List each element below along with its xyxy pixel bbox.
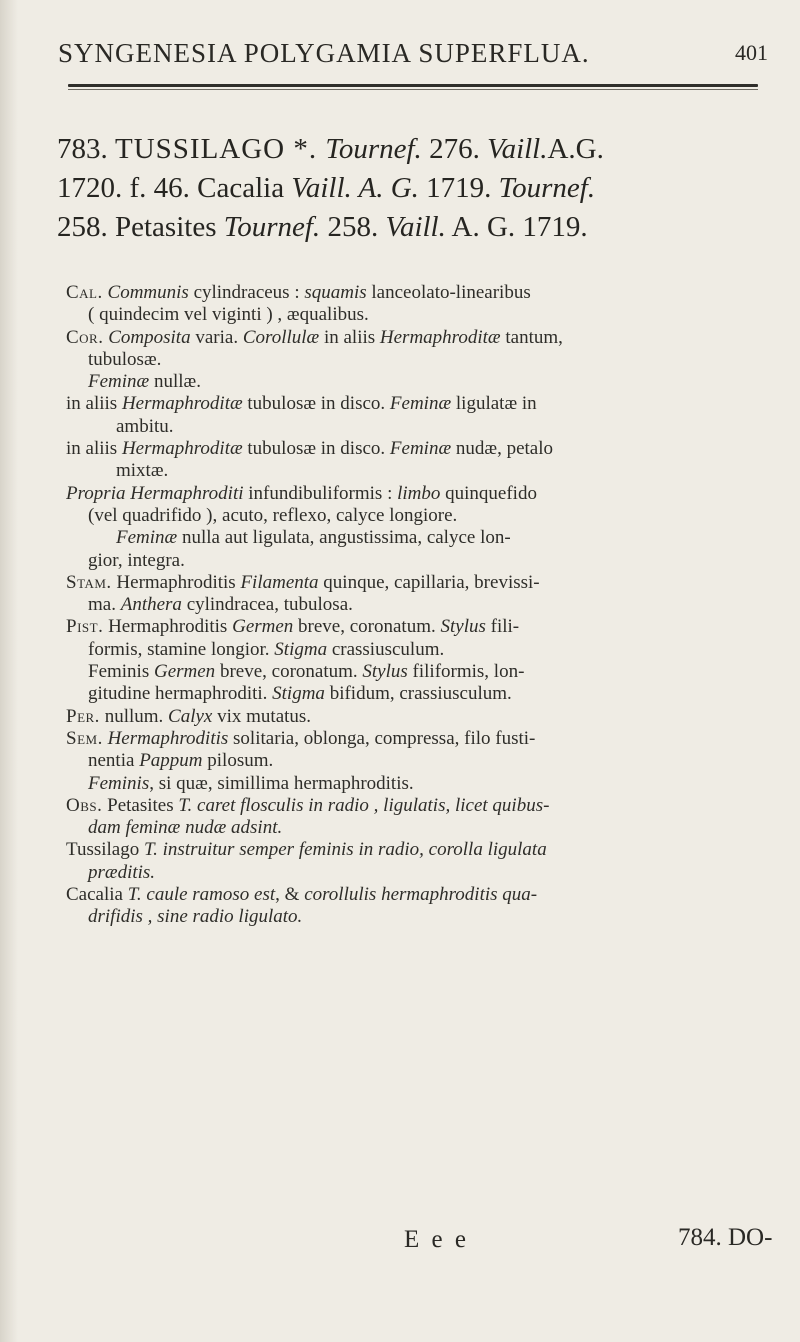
catchword: 784. DO-: [678, 1224, 773, 1251]
text-line: dam feminæ nudæ adsint.: [88, 817, 283, 839]
text-line: Cal. Communis cylindraceus : squamis lanceolato-linearibus: [66, 282, 531, 303]
text-line: in aliis Hermaphroditæ tubulosæ in disco. Feminæ ligulatæ in: [66, 393, 537, 415]
genus-name: TUSSILAGO *.: [115, 133, 326, 165]
text-line: Cacalia T. caule ramoso est, & corollulis hermaphroditis qua-: [66, 884, 538, 906]
text-line: Propria Hermaphroditi infundibuliformis : limbo quinquefido: [66, 482, 537, 504]
text-line: Per. nullum. Calyx vix mutatus.: [66, 705, 312, 727]
text-line: in aliis Hermaphroditæ tubulosæ in disco. Feminæ nudæ, petalo: [66, 438, 553, 460]
text-line: formis, stamine longior. Stigma crassiusculum.: [88, 638, 445, 660]
header-rule: [68, 84, 758, 87]
entry-line-1: 783. TUSSILAGO *. Tournef. 276. Vaill.A.G.: [57, 133, 604, 165]
text-line: præditis.: [88, 861, 156, 883]
running-head: SYNGENESIA POLYGAMIA SUPERFLUA.: [58, 38, 590, 68]
text-line: Feminæ nulla aut ligulata, angustissima, calyce lon-: [116, 527, 511, 549]
text-line: Cor. Composita varia. Corollulæ in aliis Hermaphroditæ tantum,: [66, 326, 563, 348]
genus-entry-heading: [57, 130, 767, 247]
entry-line-2: 1720. f. 46. Cacalia Vaill. A. G. 1719. Tournef.: [57, 172, 596, 204]
text-line: ma. Anthera cylindracea, tubulosa.: [88, 594, 353, 616]
text-line: Stam. Hermaphroditis Filamenta quinque, capillaria, brevissi-: [66, 571, 540, 593]
character-description: [66, 282, 768, 929]
text-line: Sem. Hermaphroditis solitaria, oblonga, compressa, filo fusti-: [66, 727, 536, 749]
signature-mark: E e e: [404, 1226, 469, 1253]
text-line: Feminæ nullæ.: [88, 371, 201, 393]
text-line: drifidis , sine radio ligulato.: [88, 906, 303, 928]
text-line: tubulosæ.: [88, 348, 162, 370]
page-gutter-shadow: [0, 0, 18, 1342]
text-line: ambitu.: [116, 415, 174, 437]
header-rule-thin: [68, 89, 758, 90]
text-line: (vel quadrifido ), acuto, reflexo, calyce longiore.: [88, 504, 458, 526]
text-line: mixtæ.: [116, 460, 169, 482]
text-line: gior, integra.: [88, 549, 185, 571]
text-line: Feminis Germen breve, coronatum. Stylus filiformis, lon-: [88, 661, 525, 683]
text-line: nentia Pappum pilosum.: [88, 750, 274, 772]
text-line: ( quindecim vel viginti ) , æqualibus.: [88, 304, 369, 326]
page-number: 401: [735, 40, 768, 65]
text-line: Feminis, si quæ, simillima hermaphroditis.: [88, 772, 414, 794]
text-line: gitudine hermaphroditi. Stigma bifidum, crassiusculum.: [88, 683, 512, 705]
text-line: Pist. Hermaphroditis Germen breve, coronatum. Stylus fili-: [66, 616, 520, 638]
entry-line-3: 258. Petasites Tournef. 258. Vaill. A. G. 1719.: [57, 211, 588, 243]
text-line: Obs. Petasites T. caret flosculis in radio , ligulatis, licet quibus-: [66, 794, 550, 816]
text-line: Tussilago T. instruitur semper feminis in radio, corolla ligulata: [66, 839, 547, 861]
